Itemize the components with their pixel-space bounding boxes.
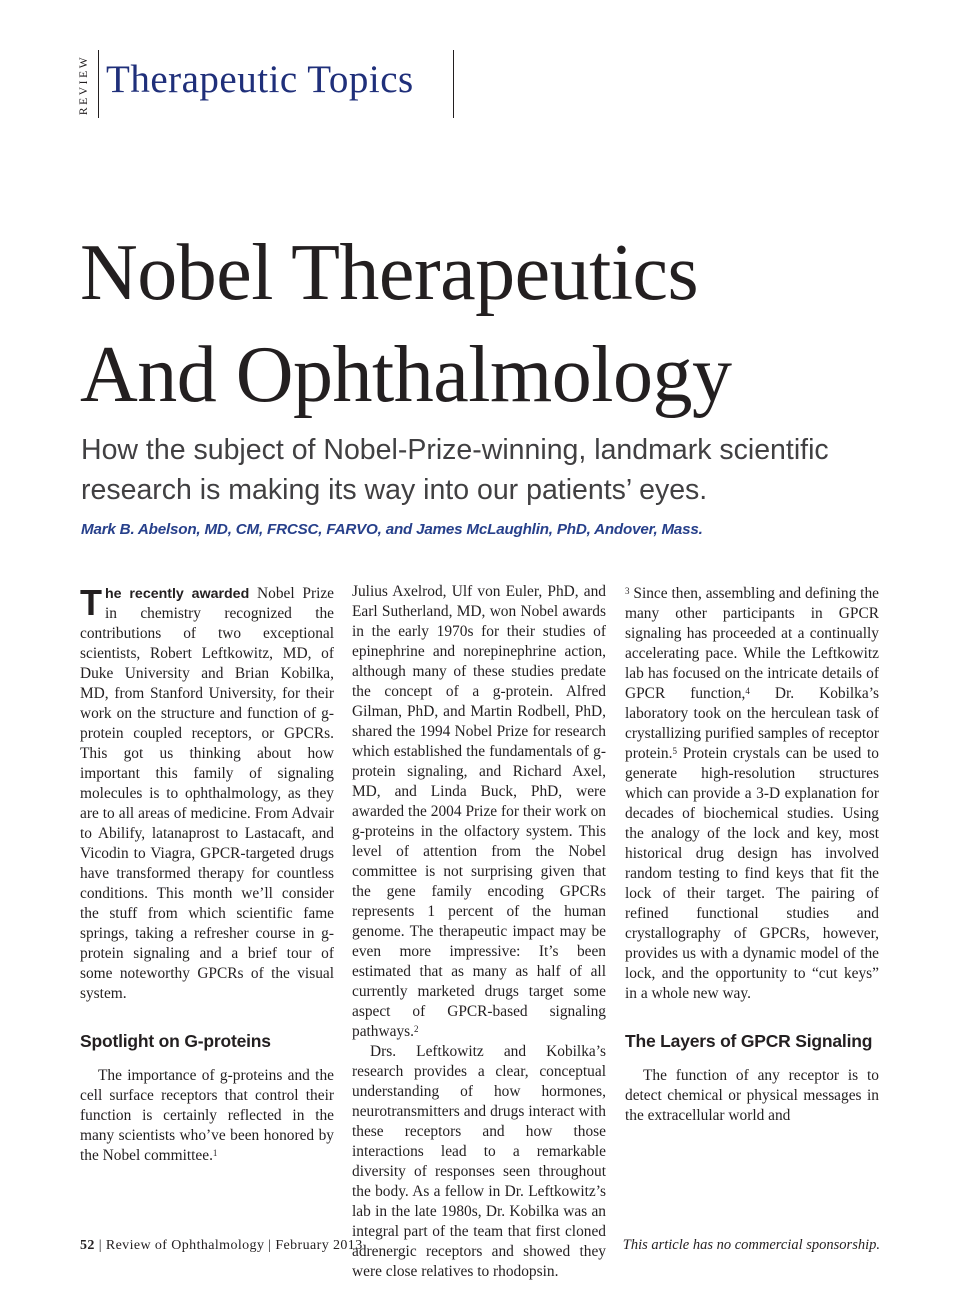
body-column-1	[80, 584, 334, 1166]
paragraph-text: The importance of g-proteins and the cell surface receptors that control their function is certainly reflected in the many scientists who’ve been honored by the Nobel committee.	[80, 1067, 334, 1164]
footnote-ref-1: 1	[212, 1148, 218, 1158]
subhead-layers: The Layers of GPCR Signaling	[625, 1031, 873, 1051]
article-deck	[81, 430, 881, 510]
sponsorship-note: This article has no commercial sponsorship.	[622, 1237, 880, 1253]
article-deck-line-1: How the subject of Nobel-Prize-winning, landmark scientific	[81, 434, 829, 466]
footnote-ref-5: 5	[672, 746, 677, 756]
footnote-ref-3: 3	[625, 586, 630, 596]
paragraph-text: Drs. Leftkowitz and Kobilka’s research provides a clear, conceptual understanding of how hormones, neurotransmitters and drugs interact with these receptors and how those interactions lead to a remarkable diversity of responses seen throughout the body. As a fellow in Dr. Leftkowitz’s lab in the late 1980s, Dr. Kobilka was an integral part of the team that first cloned adrenergic receptors and showed they were close relatives to rhodopsin.	[352, 1043, 606, 1280]
paragraph-research	[352, 1042, 606, 1282]
section-title: Therapeutic Topics	[106, 58, 414, 101]
drop-cap: T	[80, 582, 102, 623]
paragraph-function	[625, 1066, 879, 1126]
paragraph-text: Dr. Kobilka’s laboratory took on the herculean task of crystallizing purified samples of receptor protein.	[625, 685, 879, 762]
article-title-line-2: And Ophthalmology	[80, 331, 732, 419]
body-column-3	[625, 584, 879, 1126]
article-deck-line-2: research is making its way into our patients’ eyes.	[81, 474, 708, 506]
paragraph-importance-continued	[352, 582, 606, 1042]
review-vertical-label: REVIEW	[78, 54, 90, 116]
header-rule-right	[453, 50, 454, 118]
subhead-spotlight: Spotlight on G-proteins	[80, 1031, 271, 1051]
paragraph-intro-text: Nobel Prize in chemistry recognized the contributions of two exceptional scientists, Robert Leftkowitz, MD, of Duke University and Brian Kobilka, MD, from Stanford University, for their work on the structure and function of g-protein coupled receptors, or GPCRs. This got us thinking about how important this family of signaling molecules is to ophthalmology, as they are to all areas of medicine. From Advair to Abilify, latanaprost to Lastacaft, and Vicodin to Viagra, GPCR-targeted drugs have transformed therapy for countless conditions. This month we’ll consider the stuff from which scientific fame springs, taking a refresher course in g-protein signaling and a brief tour of some noteworthy GPCRs of the visual system.	[80, 585, 335, 1002]
paragraph-importance-start	[80, 1066, 334, 1166]
footnote-ref-4: 4	[745, 686, 750, 696]
article-byline: Mark B. Abelson, MD, CM, FRCSC, FARVO, and James McLaughlin, PhD, Andover, Mass.	[81, 521, 703, 538]
body-column-2	[352, 584, 606, 1282]
footnote-ref-2: 2	[413, 1024, 419, 1034]
publication-name: Review of Ophthalmology	[105, 1238, 265, 1253]
paragraph-intro	[80, 584, 334, 1004]
paragraph-research-continued	[625, 584, 879, 1004]
paragraph-text: The function of any receptor is to detect chemical or physical messages in the extracellular world and	[625, 1067, 879, 1124]
issue-date: February 2013	[275, 1238, 363, 1253]
page-footer	[80, 1238, 363, 1254]
page-number: 52	[80, 1238, 95, 1253]
paragraph-text: Since then, assembling and defining the many other participants in GPCR signaling has proceeded at a continually accelerating pace. While the Leftkowitz lab has focused on the intricate details of GPCR function,	[625, 585, 879, 702]
lead-in: he recently awarded	[105, 586, 250, 602]
paragraph-text: Julius Axelrod, Ulf von Euler, PhD, and Earl Sutherland, MD, won Nobel awards in the early 1970s for their studies of epinephrine and norepinephrine action, although many of these studies predate the concept of a g-protein. Alfred Gilman, PhD, and Martin Rodbell, PhD, shared the 1994 Nobel Prize for research which established the fundamentals of g-protein signaling, and Richard Axel, MD, and Linda Buck, PhD, were awarded the 2004 Prize for their work on g-proteins in the olfactory system. This level of attention from the Nobel committee is not surprising given that the gene family encoding GPCRs represents 1 percent of the human genome. The therapeutic impact may be even more impressive: It’s been estimated that as many as half of all currently marketed drugs target some aspect of GPCR-based signaling pathways.	[352, 583, 606, 1040]
header-rule-left	[98, 50, 99, 118]
article-title	[80, 222, 731, 426]
paragraph-text: Protein crystals can be used to generate high-resolution structures which can provide a 3-D explanation for decades of biochemical studies. Using the analogy of the lock and key, most historical drug design has involved random testing to find keys that fit the lock of their target. The pairing of refined functional studies and crystallography of GPCRs, however, provides us with a dynamic model of the lock, and the opportunity to “cut keys” in a whole new way.	[625, 745, 879, 1002]
footer-separator: |	[98, 1238, 102, 1253]
article-title-line-1: Nobel Therapeutics	[80, 229, 699, 317]
footer-separator: |	[268, 1238, 272, 1253]
